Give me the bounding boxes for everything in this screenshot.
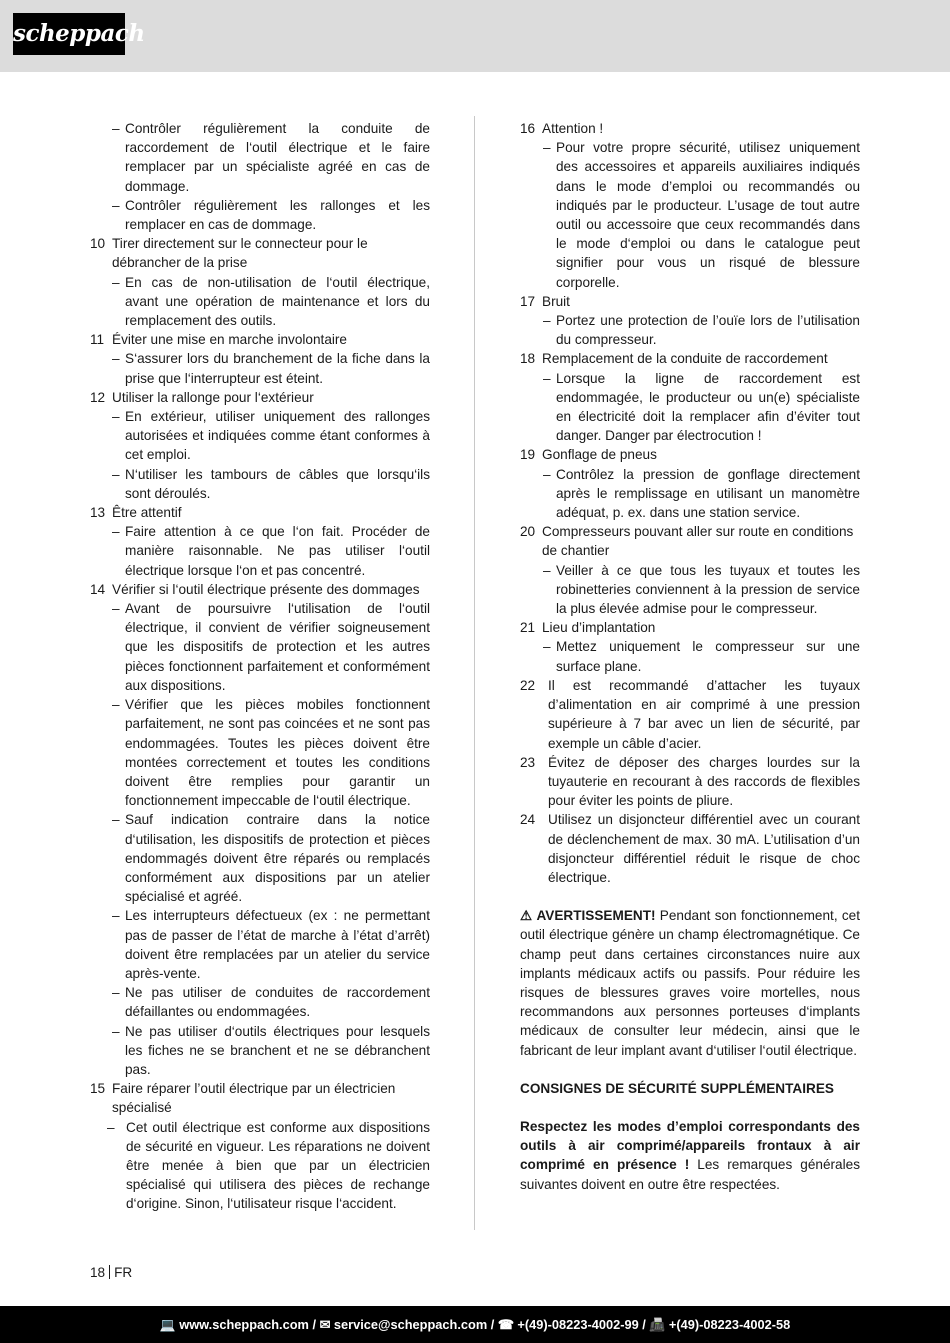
warning-paragraph bbox=[520, 906, 860, 1060]
list-item: – Les interrupteurs défectueux (ex : ne permettant pas de passer de l’état de marche à l’état d’arrêt) doivent être remplacées par un atelier du service après-vente. bbox=[112, 908, 430, 981]
list-item: – Ne pas utiliser de conduites de raccordement défaillantes ou endommagées. bbox=[112, 985, 430, 1020]
left-column bbox=[90, 119, 430, 1214]
list-item: – Contrôler régulièrement la conduite de raccordement de l‘outil électrique et le faire remplacer par un spécialiste agréé en cas de dommage. bbox=[112, 121, 430, 194]
section-heading-12: 12 Utiliser la rallonge pour l‘extérieur bbox=[90, 389, 314, 405]
section-heading-14: 14 Vérifier si l‘outil électrique présente des dommages bbox=[90, 581, 420, 597]
fax-icon: 📠 bbox=[649, 1317, 666, 1332]
warning-triangle-icon: ⚠ bbox=[520, 908, 533, 924]
list-item: – Mettez uniquement le compresseur sur une surface plane. bbox=[543, 639, 860, 674]
warning-label: AVERTISSEMENT! bbox=[536, 908, 656, 924]
section-heading-15: 15 Faire réparer l’outil électrique par un électricien spécialisé bbox=[90, 1081, 396, 1116]
list-item: – En cas de non-utilisation de l‘outil électrique, avant une opération de maintenance et lors du remplacement des outils. bbox=[112, 274, 430, 329]
section-heading-13: 13 Être attentif bbox=[90, 505, 182, 521]
brand-logo: scheppach bbox=[13, 13, 125, 55]
section-heading-11: 11 Éviter une mise en marche involontaire bbox=[90, 332, 347, 348]
page-header bbox=[0, 0, 950, 72]
list-item: – Vérifier que les pièces mobiles fonctionnent parfaitement, ne sont pas coincées et ne sont pas endommagées. Toutes les pièces doivent être montées correctement et toutes les conditions doivent être remplies pour garantir un fonctionnement impeccable de l‘outil électrique. bbox=[112, 697, 430, 809]
phone-icon: ☎ bbox=[497, 1317, 514, 1332]
computer-icon: 💻 bbox=[159, 1317, 176, 1332]
right-column bbox=[520, 119, 860, 1194]
section-heading-20: 20 Compresseurs pouvant aller sur route en conditions de chantier bbox=[520, 524, 854, 559]
section-heading-21: 21 Lieu d’implantation bbox=[520, 620, 656, 636]
list-item: – Ne pas utiliser d‘outils électriques pour lesquels les fiches ne se branchent et ne se débranchent pas. bbox=[112, 1023, 430, 1077]
closing-paragraph: Respectez les modes d’emploi correspondants des outils à air comprimé/appareils frontaux à air comprimé en présence ! Les remarques générales suivantes doivent en outre être respectées. bbox=[520, 1118, 860, 1192]
section-heading-10: 10 Tirer directement sur le connecteur pour le débrancher de la prise bbox=[90, 236, 368, 271]
email-link[interactable]: service@scheppach.com / bbox=[333, 1317, 495, 1332]
numbered-item-22: 22 Il est recommandé d’attacher les tuyaux d’alimentation en air comprimé à une pression supérieure à 7 bar avec un lien de sécurité, par exemple un câble d’acier. bbox=[520, 677, 860, 751]
list-item: – S‘assurer lors du branchement de la fiche dans la prise que l‘interrupteur est éteint. bbox=[112, 351, 430, 386]
phone-number: +(49)-08223-4002-99 / bbox=[517, 1317, 646, 1332]
list-item: – Sauf indication contraire dans la notice d‘utilisation, les dispositifs de protection et pièces endommagés doivent être réparés ou remplacés conformément aux dispositions par un atelier spécialisé et agréé. bbox=[112, 812, 430, 905]
section-heading-17: 17 Bruit bbox=[520, 293, 570, 309]
list-item: – En extérieur, utiliser uniquement des rallonges autorisées et indiquées comme étant conformes à cet emploi. bbox=[112, 409, 430, 463]
numbered-item-23: 23 Évitez de déposer des charges lourdes sur la tuyauterie en recourant à des raccords de flexibles pour éviter les points de pliure. bbox=[520, 754, 860, 809]
mail-icon: ✉ bbox=[319, 1317, 331, 1332]
list-item: – N‘utiliser les tambours de câbles que lorsqu‘ils sont déroulés. bbox=[112, 466, 430, 501]
page-footer bbox=[0, 1306, 950, 1343]
list-item: – Contrôler régulièrement les rallonges et les remplacer en cas de dommage. bbox=[112, 197, 430, 233]
list-item: – Pour votre propre sécurité, utilisez uniquement des accessoires et appareils auxiliaires indiqués dans le mode d’emploi ou recommandés ou indiqués par le producteur. L’usage de tout autre outil ou accessoire que ceux recommandés dans le mode d‘emploi ou dans le catalogue peut signifier pour vous un risqué de blessure corporelle. bbox=[543, 140, 860, 290]
section-heading-19: 19 Gonflage de pneus bbox=[520, 447, 657, 463]
fax-number: +(49)-08223-4002-58 bbox=[668, 1317, 791, 1332]
section-title: CONSIGNES DE SÉCURITÉ SUPPLÉMENTAIRES bbox=[520, 1080, 834, 1096]
section-heading-18: 18 Remplacement de la conduite de raccordement bbox=[520, 351, 828, 367]
warning-text: Pendant son fonctionnement, cet outil électrique génère un champ électromagnétique. Ce champ peut dans certaines circonstances nuire aux implants médicaux actifs ou passifs. Pour réduire les risques de blessures graves voire mortelles, nous recommandons aux personnes porteuses d‘implants médicaux de consulter leur médecin, ainsi que le fabricant de leur implant avant d‘utiliser l‘outil électrique. bbox=[520, 908, 860, 1058]
list-item: – Cet outil électrique est conforme aux dispositions de sécurité en vigueur. Les réparations ne doivent être menée à bien que par un électricien spécialisé qui utilisera des pièces de rechange d‘origine. Sinon, l‘utilisateur risque l‘accident. bbox=[107, 1119, 430, 1212]
numbered-item-24: 24 Utilisez un disjoncteur différentiel avec un courant de déclenchement de max. 30 mA. L’utilisation d’un disjoncteur différentiel réduit le risque de choc électrique. bbox=[520, 812, 860, 885]
section-heading-16: 16 Attention ! bbox=[520, 121, 604, 136]
column-divider bbox=[474, 116, 475, 1230]
list-item: – Veiller à ce que tous les tuyaux et toutes les robinetteries conviennent à la pression de service la plus élevée admise pour le compresseur. bbox=[543, 562, 860, 617]
website-link[interactable]: www.scheppach.com / bbox=[179, 1317, 317, 1332]
list-item: – Lorsque la ligne de raccordement est endommagée, le producteur ou un(e) spécialiste en électricité doit la remplacer afin d’éviter tout danger. Danger par électrocution ! bbox=[543, 370, 860, 444]
list-item: – Faire attention à ce que l‘on fait. Procéder de manière raisonnable. Ne pas utiliser l‘outil électrique lorsque l‘on et pas concentré. bbox=[112, 524, 430, 578]
list-item: – Contrôlez la pression de gonflage directement après le remplissage en utilisant un manomètre adéquat, p. ex. dans une station service. bbox=[543, 466, 860, 521]
list-item: – Portez une protection de l’ouïe lors de l’utilisation du compresseur. bbox=[543, 313, 860, 348]
page-number: 18 FR bbox=[90, 1265, 133, 1280]
list-item: – Avant de poursuivre l‘utilisation de l‘outil électrique, il convient de vérifier soigneusement que les dispositifs de protection et les autres pièces fonctionnent parfaitement et conformément aux dispositions. bbox=[112, 601, 430, 693]
